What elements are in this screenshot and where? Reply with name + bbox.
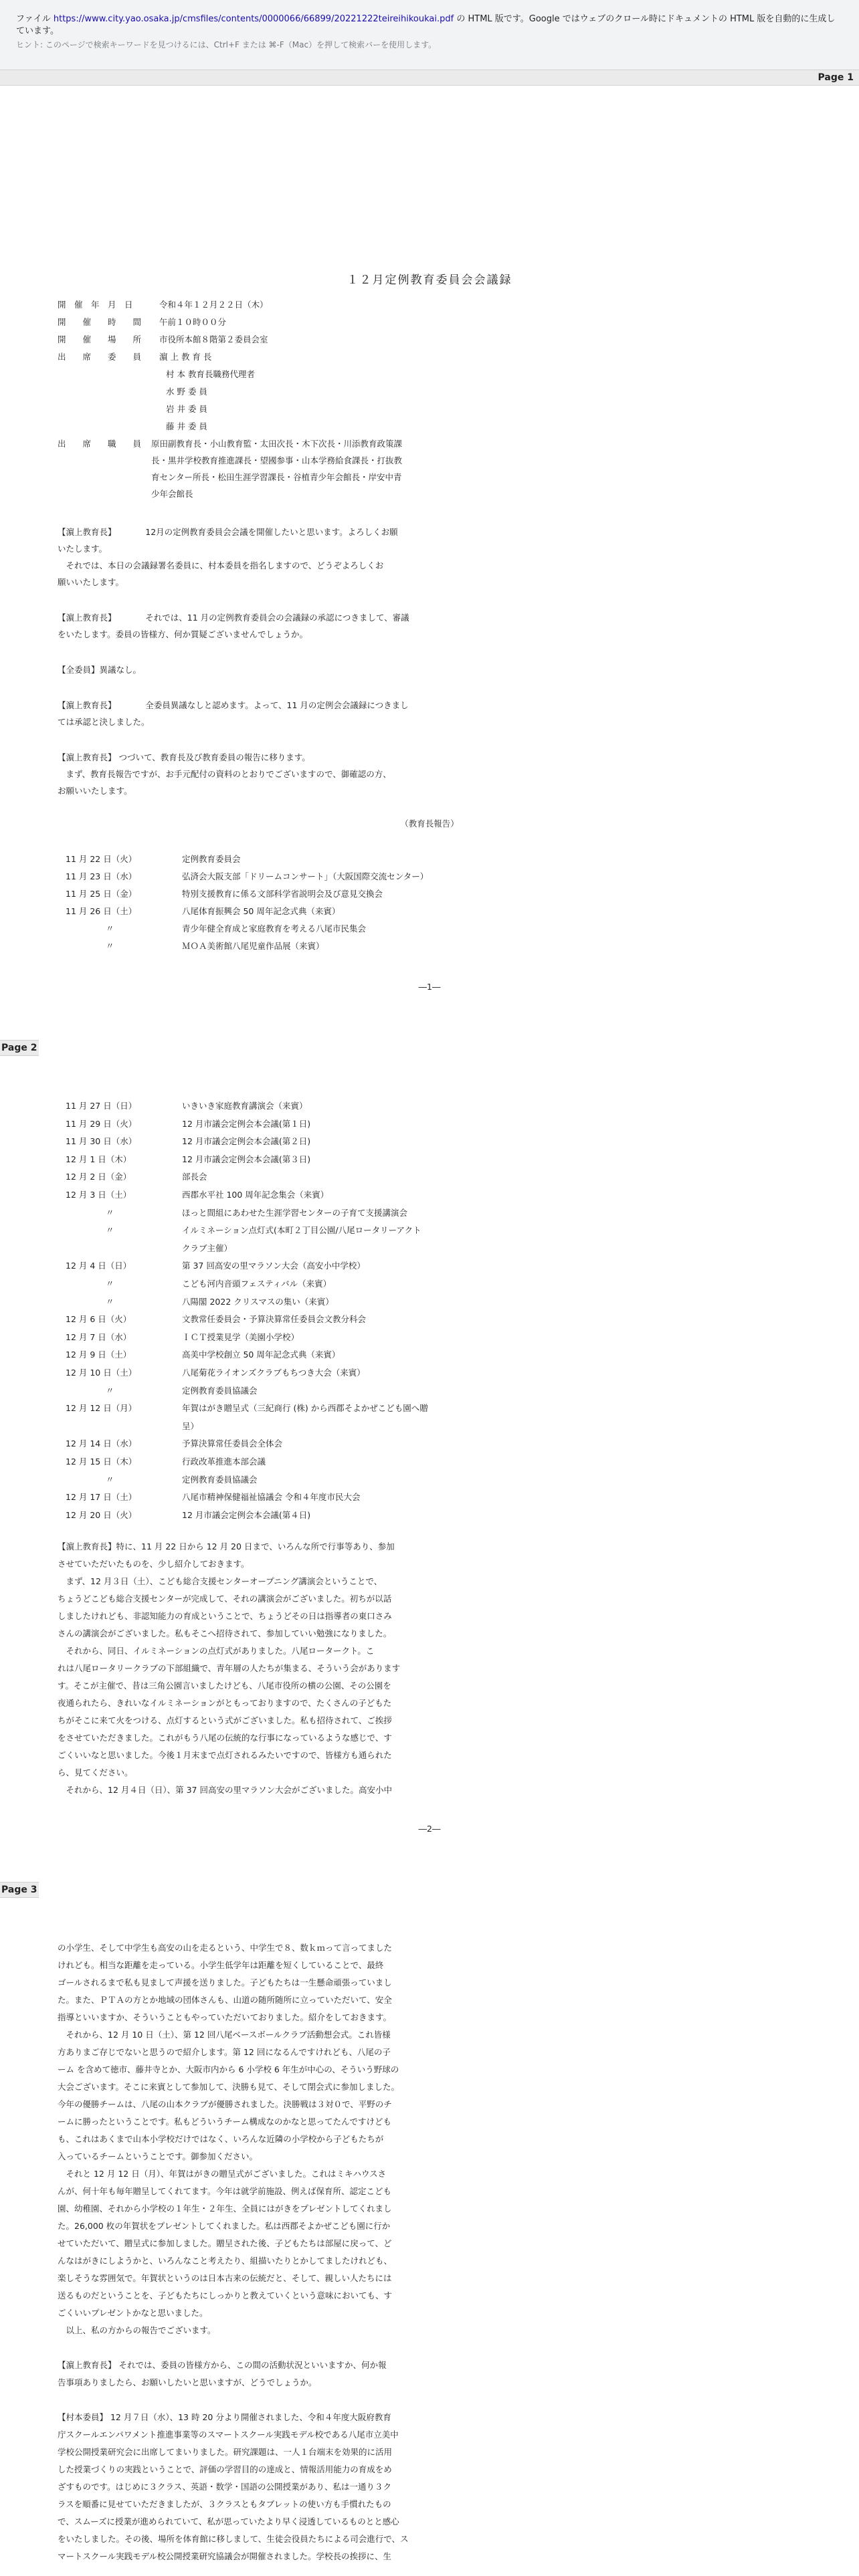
body-line: をさせていただきました。これがもう八尾の伝統的な行事になっているような感じで、す [58,1733,392,1743]
schedule-event: クラブ主催） [182,1243,233,1253]
schedule-event: 定例教育委員協議会 [182,1385,258,1396]
schedule-event: ＩＣＴ授業見学（美園小学校） [182,1331,300,1342]
body-line: 庁スクールエンパワメント推進事業等のスマートスクール実践モデル校である八尾市立美中 [58,2430,399,2440]
body-line: ら、見てください。 [58,1767,133,1778]
body-line: ごくいいなと思いました。今後１月末まで点灯されるみたいですので、皆様方も通られた [58,1750,392,1760]
paragraph-line: ては承認と決しました。 [58,717,150,727]
body-line: 送るものだということを、子どもたちにしっかりと教えていくという意味においても、す [58,2290,393,2300]
schedule-event: 12 月市議会定例会本会議(第２日) [182,1136,311,1147]
body-line: 方ありまご存じでないと思うので紹介します。第 12 回になるんですけれども、八尾の子 [58,2047,391,2057]
body-line: ーム を含めて徳市、藤井寺とか、大阪市内から 6 小学校 6 年生が中心の、そういう野球の [58,2064,399,2074]
header-value: 市役所本館８階第２委員会室 [159,334,268,344]
member-name: 岩 井 委 員 [166,404,207,414]
body-line: 【濵上教育長】特に、11 月 22 日から 12 月 20 日まで、いろんな所で行事等あり、参加 [58,1541,395,1551]
paragraph-line: お願いいたします。 [58,786,132,796]
paragraph-line: 【全委員】異議なし。 [58,665,142,675]
header-label: 開 催 年 月 日 [58,300,133,310]
schedule-date: 12 月 4 日（日） [66,1261,132,1271]
schedule-date: 12 月 6 日（火） [66,1314,132,1325]
staff-line: 長・黒井学校教育推進課長・望國参事・山本学務給食課長・打抜教 [151,455,403,465]
schedule-event: 予算決算常任委員会全体会 [182,1438,283,1449]
body-line: 指導といいますか、そういうこともやっていただいておりました。紹介をしておきます。 [58,2012,392,2022]
body-line: んなはがきにしようかと、いろんなこと考えたり、組描いたりとかしてましたけれども、 [58,2256,393,2266]
schedule-event: 八陽閣 2022 クリスマスの集い（来賓） [182,1296,334,1307]
schedule-event: 文教常任委員会・予算決算常任委員会文教分科会 [182,1314,367,1325]
schedule-date: 12 月 7 日（水） [66,1331,132,1342]
schedule-event: 行政改革推進本部会議 [182,1457,266,1467]
schedule-event: こども河内音頭フェスティバル（来賓） [182,1279,332,1289]
schedule-event: 12 月市議会定例会本会議(第３日) [182,1154,311,1164]
body-line: で、スムーズに授業が進められていて、私が思っていたより早く浸透しているものとと感心 [58,2516,399,2527]
header-value: 令和４年１２月２２日（木） [159,300,268,310]
body-line: 以上、私の方からの報告でございます。 [58,2325,216,2335]
banner-prefix: ファイル [16,14,54,24]
staff-label: 出 席 職 員 [58,439,142,449]
member-name: 水 野 委 員 [166,387,207,397]
body-line: 園、幼稚園、それから小学校の１年生・２年生、全員にはがきをプレゼントしてくれまし [58,2204,392,2214]
body-line: 【濵上教育長】 それでは、委員の皆様方から、この間の活動状況といいますか、何か報 [58,2360,387,2370]
schedule-event: 八尾菊花ライオンズクラブもちつき大会（来賓） [182,1368,365,1378]
schedule-date: 11 月 27 日（日） [66,1101,137,1111]
header-label: 開 催 時 間 [58,317,142,327]
schedule-event: 部長会 [182,1172,207,1182]
body-line: た。また、ＰＴＡの方とか地域の団体さんも、山道の随所随所に立っていただいて、安全 [58,1995,392,2005]
banner-suffix: の HTML 版です。Google ではウェブのクロール時にドキュメントの HTML 版を自動的に生成しています。 [16,14,836,36]
schedule-date: 〃 [106,1225,114,1236]
schedule-event: 定例教育委員協議会 [182,1474,258,1485]
member-name: 藤 井 委 員 [166,421,207,431]
schedule-date: 12 月 14 日（水） [66,1438,137,1449]
body-line: せていただいて、贈呈式に参加しました。贈呈された後、子どもたちは部屋に戻って、ど [58,2238,392,2248]
schedule-event: イルミネーション点灯式(本町２丁目公園/八尾ロータリーアクト [182,1225,421,1236]
schedule-date: 12 月 15 日（木） [66,1457,137,1467]
schedule-date: 12 月 12 日（月） [66,1403,137,1414]
body-line: それから、12 月４日（日）、第 37 回高安の里マラソン大会がございました。高安小中 [58,1785,392,1795]
body-line: それと 12 月 12 日（月）、年賀はがきの贈呈式がございました。これはミキハウスさ [58,2169,387,2179]
document-title: １２月定例教育委員会会議録 [347,274,512,287]
schedule-event: 青少年健全育成と家庭教育を考える八尾市民集会 [182,924,367,934]
body-line: ームに勝ったということです。私もどういうチーム構成なのかなと思ってたんですけども [58,2117,392,2127]
cache-banner [0,0,859,70]
body-line: けれども。相当な距離を走っている。小学生低学年は距離を短くしていることで、最終 [58,1960,384,1970]
schedule-date: 11 月 30 日（水） [66,1136,137,1147]
body-line: マートスクール実践モデル校公開授業研究協議会が開催されました。学校長の挨拶に、生 [58,2551,392,2561]
body-line: させていただいたものを、少し紹介しておきます。 [58,1559,250,1569]
body-line: んが、何十年も毎年贈呈してくれてます。今年は就学前施設、例えば保育所、認定こども [58,2186,392,2196]
paragraph-line: いたします。 [58,544,108,554]
schedule-event: 特別支援教育に係る文部科学省説明会及び意見交換会 [182,889,383,899]
body-line: 入っているチームということです。御参加ください。 [58,2151,258,2161]
paragraph-line: をいたします。委員の皆様方、何か質疑ございませんでしょうか。 [58,629,308,639]
schedule-date: 〃 [106,1279,114,1289]
staff-line: 原田副教育長・小山教育監・太田次長・木下次長・川添教育政策課 [151,439,403,449]
staff-line: 少年会館長 [151,489,193,499]
schedule-date: 〃 [106,1207,114,1218]
schedule-date: 〃 [106,1296,114,1307]
banner-hint: ヒント: このページで検索キーワードを見つけるには、Ctrl+F または ⌘-F（Mac）を押して検索バーを使用します。 [16,40,437,49]
body-line: 告事項ありましたら、お願いしたいと思いますが、どうでしょうか。 [58,2377,317,2387]
schedule-date: 11 月 23 日（水） [66,871,137,881]
schedule-event: 第 37 回高安の里マラソン大会（高安小中学校） [182,1261,365,1271]
schedule-event: 西郡水平社 100 周年記念集会（来賓） [182,1190,329,1200]
body-line: ゴールされるまで私も見まして声援を送りました。子どもたちは一生懸命頑張っていまし [58,1977,392,1988]
paragraph-line: 【濵上教育長】 つづいて、教育長及び教育委員の報告に移ります。 [58,752,310,762]
body-line: それから、同日、イルミネーションの点灯式がありました。八尾ロータークト。こ [58,1646,375,1656]
body-line: しましたけれども、非認知能力の育成ということで、ちょうどその日は指導者の東口さみ [58,1611,392,1621]
body-line: も、これはあくまで山本小学校だけではなく、いろんな近隣の小学校から子どもたちが [58,2134,384,2144]
body-line: た。26,000 枚の年賀状をプレゼントしてくれました。私は西郡そよかぜこども園に行か [58,2221,391,2231]
body-line: ごくいいプレゼントかなと思いました。 [58,2308,208,2318]
body-line: 学校公開授業研究会に出席してまいりました。研究課題は、一人１台端末を効果的に活用 [58,2447,393,2457]
schedule-date: 11 月 26 日（土） [66,906,137,916]
schedule-date: 12 月 3 日（土） [66,1190,132,1200]
body-line: した授業づくりの実践ということで、評価の学習目的の達成と、情報活用能力の育成をめ [58,2464,392,2474]
body-line: ざすものです。はじめに３クラス、英語・数学・国語の公開授業があり、私は一通り３ク [58,2482,392,2492]
schedule-date: 12 月 1 日（木） [66,1154,132,1164]
body-line: 【村本委員】 12 月７日（水）、13 時 20 分より開催されました、令和４年度大阪府教育 [58,2412,391,2422]
page-marker-label: Page 1 [818,72,854,83]
schedule-event: 12 月市議会定例会本会議(第１日) [182,1118,311,1129]
page-marker-label: Page 3 [1,1885,37,1895]
body-line: の小学生、そして中学生も高安の山を走るという、中学生で８、数ｋｍって言ってました [58,1943,393,1953]
body-line: 大会ございます。そこに来賓として参加して、決勝も見て、そして閉会式に参加しました。 [58,2082,400,2092]
schedule-date: 〃 [106,941,114,951]
staff-line: 育センター所長・松田生涯学習課長・谷植青少年会館長・岸安中青 [151,472,402,482]
body-line: をいたしました。その後、場所を体育館に移しまして、生徒会役員たちによる司会進行で、ス [58,2534,409,2544]
schedule-date: 〃 [106,1385,114,1396]
schedule-date: 12 月 2 日（金） [66,1172,132,1182]
body-line: 夜通られたら、きれいなイルミネーションがともっておりますので、たくさんの子どもた [58,1698,392,1708]
body-line: す。そこが主催で、昔は三角公園言いましたけども、八尾市役所の横の公園、その公園を [58,1681,391,1691]
header-label: 出 席 委 員 [58,352,142,362]
body-line: ちょうどこども総合支援センターが完成して、それの講演会がございました。初ちが以話 [58,1594,392,1604]
paragraph-line: 【濵上教育長】 全委員異議なしと認めます。よって、11 月の定例会会議録につきまし [58,700,409,710]
schedule-event: ＭＯＡ美術館八尾児童作品展（来賓） [182,941,324,951]
body-line: 楽しそうな雰囲気で。年賀状というのは日本古来の伝統だと、そして、親しい人たちには [58,2273,392,2283]
schedule-date: 11 月 22 日（火） [66,854,137,864]
page-footer-1: ―1― [418,982,441,992]
page-footer-2: ―2― [418,1824,441,1834]
source-pdf-link[interactable]: https://www.city.yao.osaka.jp/cmsfiles/contents/0000066/66899/20221222teireihikoukai.pdf [53,14,454,24]
schedule-date: 12 月 17 日（土） [66,1492,137,1503]
page-marker-2 [0,1040,39,1056]
schedule-date: 12 月 10 日（土） [66,1368,137,1378]
body-line: さんの講演会がございました。私もそこへ招待されて、参加していい勉強になりました。 [58,1628,392,1638]
page-marker-label: Page 2 [1,1043,37,1053]
paragraph-line: まず、教育長報告ですが、お手元配付の資料のとおりでございますので、御確認の方、 [58,769,391,779]
schedule-event: いきいき家庭教育講演会（来賓） [182,1101,308,1111]
member-name: 村 本 教育長職務代理者 [166,369,255,379]
header-value: 午前１０時００分 [159,317,227,327]
schedule-event: 年賀はがき贈呈式（三紀商行 (株) から西郡そよかぜこども園へ贈 [182,1403,428,1414]
banner-text [16,13,839,37]
page-marker-1 [0,70,859,86]
paragraph-line: それでは、本日の会議録署名委員に、村本委員を指名しますので、どうぞよろしくお [58,560,384,570]
schedule-event: 12 月市議会定例会本会議(第４日) [182,1509,311,1520]
schedule-date: 〃 [106,1474,114,1485]
schedule-date: 11 月 25 日（金） [66,889,137,899]
body-line: れは八尾ロータリークラブの下部組織で、青年層の人たちが集まる、そういう会があります [58,1663,401,1673]
body-line: 今年の優勝チームは、八尾の山本クラブが優勝されました。決勝戦は３対０で、平野のチ [58,2099,392,2109]
schedule-date: 12 月 9 日（土） [66,1350,132,1360]
schedule-date: 11 月 29 日（火） [66,1118,137,1129]
schedule-date: 〃 [106,924,114,934]
paragraph-line: 【濵上教育長】 それでは、11 月の定例教育委員会の会議録の承認につきまして、審議 [58,613,409,623]
schedule-date: 12 月 20 日（火） [66,1509,137,1520]
page-marker-3 [0,1882,39,1898]
schedule-event: 八尾体育振興会 50 周年記念式典（来賓） [182,906,341,916]
header-value: 濵 上 教 育 長 [159,352,212,362]
report-heading: （教育長報告） [400,819,459,829]
paragraph-line: 願いいたします。 [58,577,124,587]
schedule-event: 定例教育委員会 [182,854,241,864]
header-label: 開 催 場 所 [58,334,142,344]
body-line: ちがそこに来て火をつける、点灯するという式がございました。私も招待されて、ご挨拶 [58,1715,392,1725]
body-line: それから、12 月 10 日（土）、第 12 回八尾ベースボールクラブ活動想会式。これ皆様 [58,2030,391,2040]
paragraph-line: 【濵上教育長】 12月の定例教育委員会会議を開催したいと思います。よろしくお願 [58,527,398,537]
schedule-event: ほっと間組にあわせた生涯学習センターの子育て支援講演会 [182,1207,408,1218]
schedule-event: 高美中学校創立 50 周年記念式典（来賓） [182,1350,341,1360]
schedule-event: 呈） [182,1420,199,1431]
schedule-event: 八尾市精神保健福祉協議会 令和４年度市民大会 [182,1492,361,1503]
body-line: ラスを順番に見せていただきましたが、３クラスともタブレットの使い方も手慣れたもの [58,2499,391,2509]
schedule-event: 弘済会大阪支部「ドリームコンサート」（大阪国際交流センター） [182,871,429,881]
body-line: まず、12 月３日（土）、こども総合支援センターオープニング講演会ということで、 [58,1576,383,1586]
